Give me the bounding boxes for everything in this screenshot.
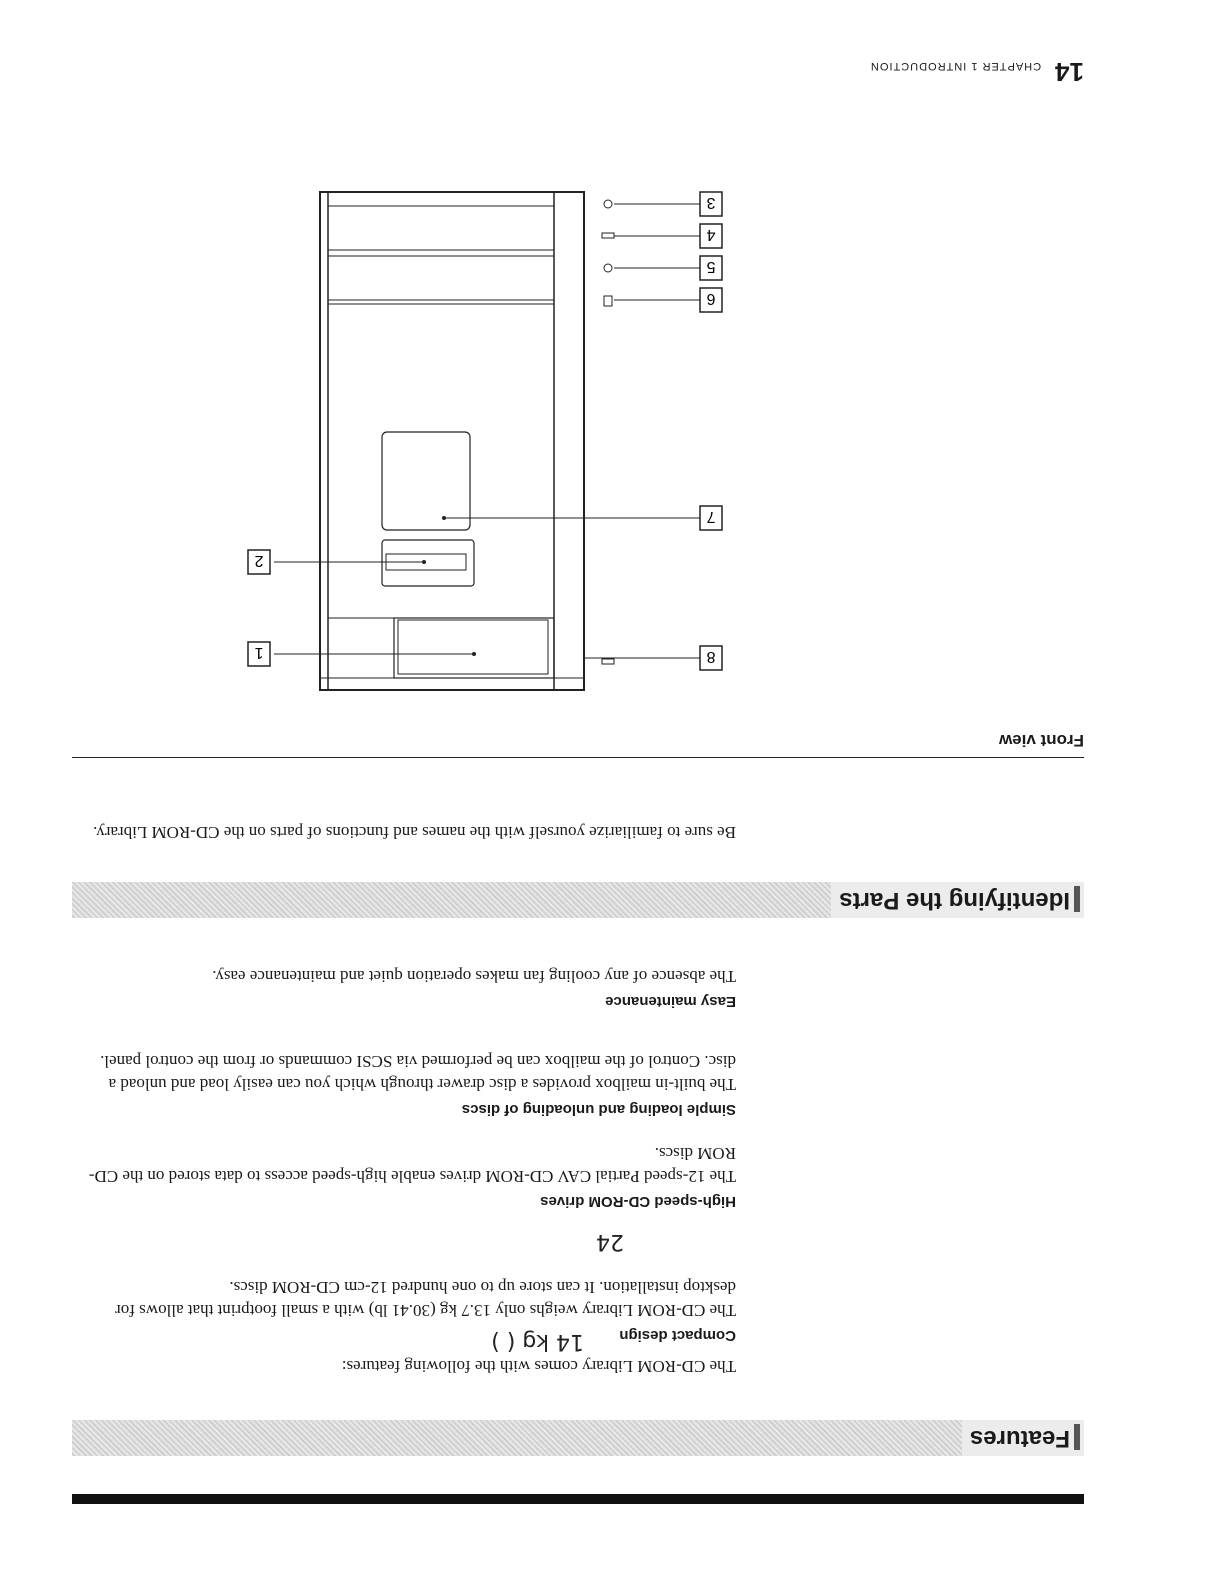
identifying-intro: Be sure to familiarize yourself with the names and functions of parts on the CD-ROM Library.	[93, 823, 736, 842]
front-window	[382, 432, 470, 530]
library-cabinet	[320, 192, 584, 690]
features-heading: Features	[969, 1425, 1070, 1452]
item-text-drives: The 12-speed Partial CAV CD-ROM drives enable high-speed access to data stored on the CD-ROM discs.	[88, 1144, 736, 1186]
callout-6-label: 6	[706, 290, 716, 307]
top-rule	[72, 1494, 1084, 1504]
item-title-drives: High-speed CD-ROM drives	[540, 1193, 736, 1210]
heading-marker-icon	[1074, 1424, 1080, 1450]
heading-marker-icon	[1074, 886, 1080, 912]
item-title-compact: Compact design	[619, 1327, 736, 1344]
item-text-maintenance: The absence of any cooling fan makes operation quiet and maintenance easy.	[212, 967, 736, 986]
mailbox-drawer	[394, 618, 554, 678]
front-view-divider	[72, 757, 1084, 758]
handwritten-count: 24	[596, 1229, 624, 1254]
page-header	[870, 56, 1084, 87]
front-view-title: Front view	[998, 731, 1084, 750]
item-title-maintenance: Easy maintenance	[605, 993, 736, 1010]
callout-1-label: 1	[254, 644, 264, 661]
callout-5-label: 5	[706, 258, 716, 275]
identifying-heading-bar	[72, 882, 1084, 918]
front-view-diagram	[184, 184, 744, 704]
display-window	[382, 540, 474, 586]
callout-8-label: 8	[706, 648, 716, 665]
item-title-loading: Simple loading and unloading of discs	[461, 1101, 736, 1118]
item-text-compact: The CD-ROM Library weighs only 13.7 kg (30.41 lb) with a small footprint that allows for desktop installation. It can store up to one hundred 12-cm CD-ROM discs.	[115, 1278, 736, 1320]
item-text-loading: The built-in mailbox provides a disc drawer through which you can easily load and unload a disc. Control of the mailbox can be performed via SCSI commands or from the control panel.	[100, 1052, 736, 1094]
callout-4-label: 4	[706, 226, 716, 243]
identifying-heading: Identifying the Parts	[839, 887, 1070, 914]
callout-7-label: 7	[706, 508, 716, 525]
page-number: 14	[1055, 57, 1084, 87]
features-intro: The CD-ROM Library comes with the following features:	[341, 1357, 736, 1376]
handwritten-weight: 14 kg ( )	[491, 1329, 584, 1354]
features-heading-bar	[72, 1420, 1084, 1456]
callout-3-label: 3	[706, 194, 716, 211]
callout-2-label: 2	[254, 552, 264, 569]
chapter-header: CHAPTER 1 INTRODUCTION	[869, 60, 1042, 72]
